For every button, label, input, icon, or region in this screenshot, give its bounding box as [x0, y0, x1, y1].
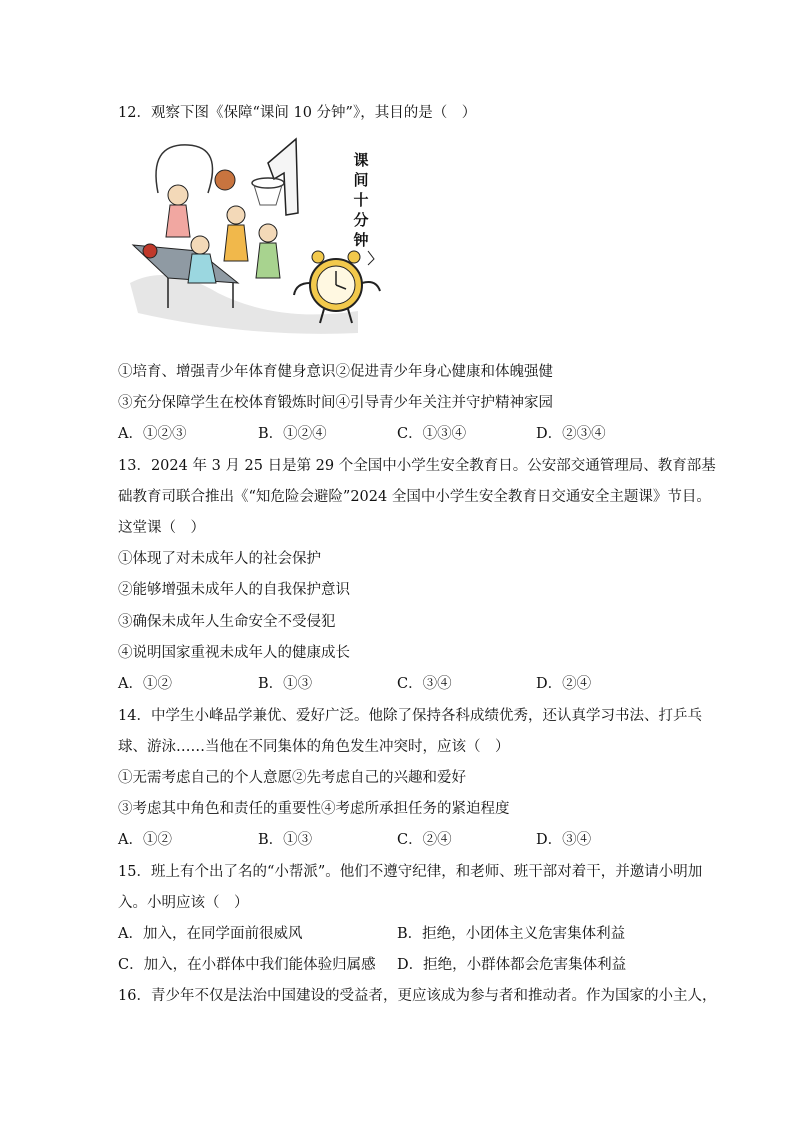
caption-char: 钟 [353, 231, 369, 249]
q14-option-a: A．①② [118, 832, 172, 848]
caption-char: 课 [353, 151, 369, 169]
q12-statement: ①培育、增强青少年体育健身意识②促进青少年身心健康和体魄强健 [118, 364, 553, 380]
q14-stem-line: 14．中学生小峰品学兼优、爱好广泛。他除了保持各科成绩优秀，还认真学习书法、打乒乓 [118, 708, 702, 724]
q12-stem: 12．观察下图《保障“课间 10 分钟”》，其目的是（ ） [118, 105, 477, 121]
q13-statement: ①体现了对未成年人的社会保护 [118, 551, 321, 567]
q14-statement: ③考虑其中角色和责任的重要性④考虑所承担任务的紧迫程度 [118, 801, 510, 817]
caption-char: 分 [353, 211, 369, 229]
q13-statement: ②能够增强未成年人的自我保护意识 [118, 582, 350, 598]
q13-option-c: C．③④ [397, 676, 452, 692]
q14-option-b: B．①③ [258, 832, 313, 848]
q12-statement: ③充分保障学生在校体育锻炼时间④引导青少年关注并守护精神家园 [118, 395, 553, 411]
q15-stem-line: 15．班上有个出了名的“小帮派”。他们不遵守纪律，和老师、班干部对着干，并邀请小明加 [118, 864, 703, 880]
q13-statement: ③确保未成年人生命安全不受侵犯 [118, 614, 336, 630]
q14-stem-line: 球、游泳……当他在不同集体的角色发生冲突时，应该（ ） [118, 739, 510, 755]
q15-option-a: A．加入，在同学面前很威风 [118, 926, 303, 942]
q13-option-b: B．①③ [258, 676, 313, 692]
q15-stem-line: 入。小明应该（ ） [118, 895, 249, 911]
q12-option-d: D．②③④ [536, 426, 606, 442]
q12-option-c: C．①③④ [397, 426, 467, 442]
q13-option-d: D．②④ [536, 676, 592, 692]
q16-stem-line: 16．青少年不仅是法治中国建设的受益者，更应该成为参与者和推动者。作为国家的小主人， [118, 988, 717, 1004]
q13-option-a: A．①② [118, 676, 172, 692]
q14-option-d: D．③④ [536, 832, 592, 848]
q12-image-caption [350, 150, 372, 250]
q12-option-a: A．①②③ [118, 426, 187, 442]
q13-stem-line: 13．2024 年 3 月 25 日是第 29 个全国中小学生安全教育日。公安部交通管理局、教育部基 [118, 458, 716, 474]
q13-stem-line: 这堂课（ ） [118, 520, 205, 536]
caption-char: 十 [353, 191, 369, 209]
q14-statement: ①无需考虑自己的个人意愿②先考虑自己的兴趣和爱好 [118, 770, 466, 786]
q15-option-d: D．拒绝，小群体都会危害集体利益 [397, 957, 627, 973]
q14-option-c: C．②④ [397, 832, 452, 848]
q15-option-c: C．加入，在小群体中我们能体验归属感 [118, 957, 376, 973]
q13-stem-line: 础教育司联合推出《“知危险会避险”2024 全国中小学生安全教育日交通安全主题课》节目。 [118, 489, 711, 505]
q13-statement: ④说明国家重视未成年人的健康成长 [118, 645, 350, 661]
q12-option-b: B．①②④ [258, 426, 327, 442]
caption-char: 间 [353, 171, 369, 189]
q15-option-b: B．拒绝，小团体主义危害集体利益 [397, 926, 626, 942]
